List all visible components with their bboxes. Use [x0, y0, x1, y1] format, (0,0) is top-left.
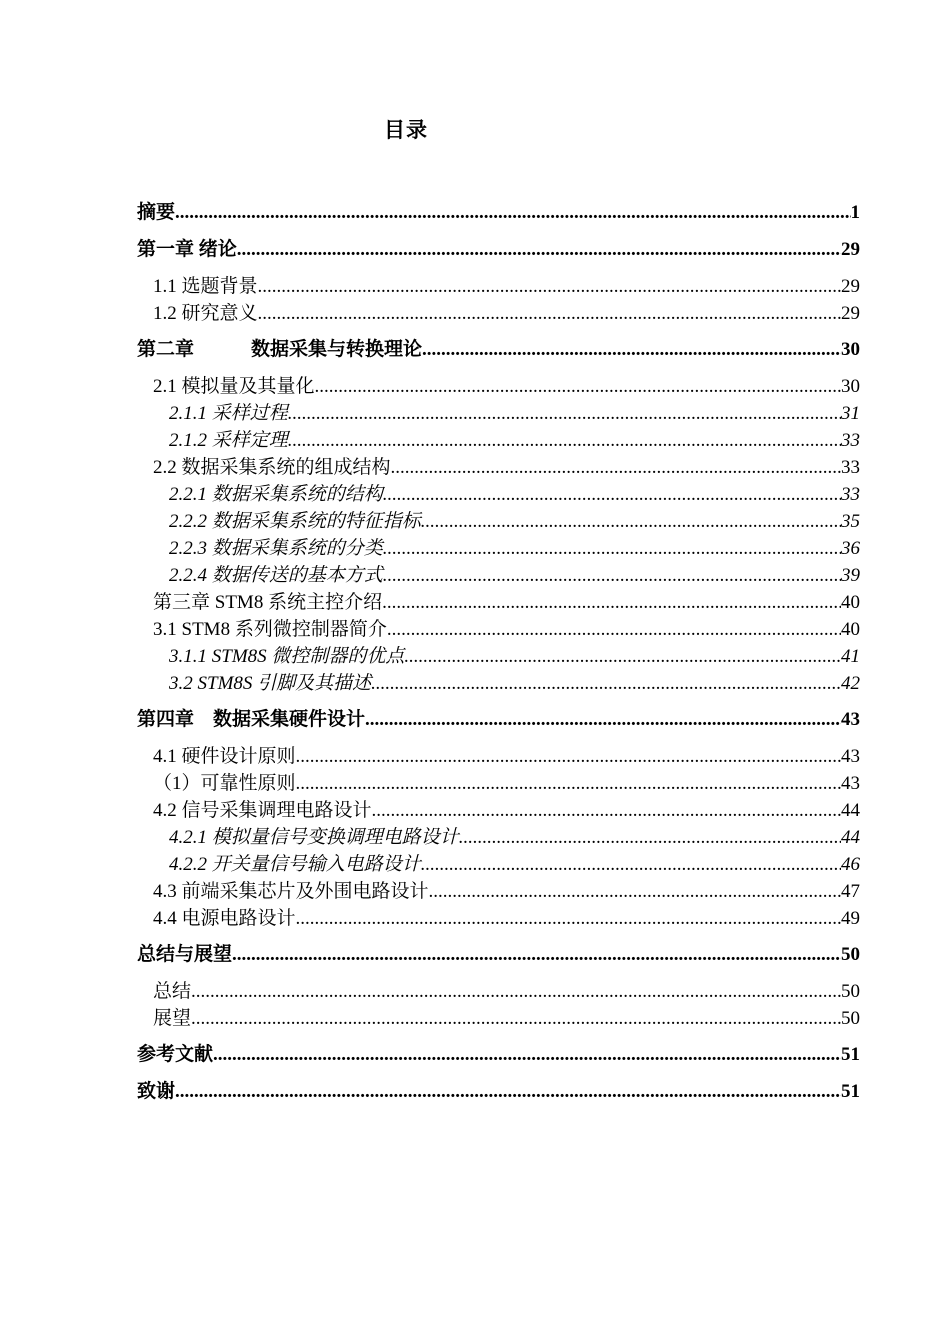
toc-entry[interactable] [137, 236, 860, 264]
toc-dot-leader [404, 643, 841, 670]
toc-entry[interactable] [137, 508, 860, 535]
toc-entry-page-number: 1 [850, 202, 860, 223]
toc-entry[interactable] [137, 797, 860, 824]
toc-entry-title: 4.4 电源电路设计 [153, 908, 296, 929]
toc-entry[interactable] [137, 1078, 860, 1106]
toc-entry[interactable] [137, 824, 860, 851]
toc-entry-page-number: 50 [841, 944, 860, 965]
toc-dot-leader [175, 199, 850, 227]
toc-entry[interactable] [137, 941, 860, 969]
toc-entry-page-number: 44 [841, 827, 860, 848]
toc-entry-title: 展望 [153, 1008, 192, 1029]
toc-entry-title: 2.2 数据采集系统的组成结构 [153, 457, 391, 478]
toc-entry-title: 2.2.4 数据传送的基本方式 [169, 565, 383, 586]
toc-entry[interactable] [137, 851, 860, 878]
toc-entry[interactable] [137, 1041, 860, 1069]
toc-entry-page-number: 42 [841, 673, 860, 694]
toc-entry[interactable] [137, 336, 860, 364]
toc-entry-page-number: 39 [841, 565, 860, 586]
toc-entry[interactable] [137, 743, 860, 770]
toc-dot-leader [382, 589, 841, 616]
toc-entry-page-number: 43 [841, 773, 860, 794]
toc-entry[interactable] [137, 562, 860, 589]
toc-entry-page-number: 36 [841, 538, 860, 559]
toc-dot-leader [421, 508, 841, 535]
toc-dot-leader [258, 273, 841, 300]
toc-dot-leader [232, 941, 841, 969]
page-title: 目录 [384, 118, 428, 142]
toc-entry-page-number: 29 [841, 303, 860, 324]
toc-dot-leader [288, 427, 841, 454]
toc-dot-leader [296, 905, 841, 932]
toc-entry-page-number: 30 [841, 376, 860, 397]
toc-entry[interactable] [137, 300, 860, 327]
toc-entry-page-number: 41 [841, 646, 860, 667]
toc-entry[interactable] [137, 427, 860, 454]
toc-entry-title: 总结与展望 [137, 944, 233, 965]
toc-entry[interactable] [137, 481, 860, 508]
toc-dot-leader [371, 670, 841, 697]
toc-entry[interactable] [137, 199, 860, 227]
toc-entry-page-number: 29 [841, 239, 860, 260]
toc-entry-title: 1.1 选题背景 [153, 276, 258, 297]
toc-dot-leader [296, 743, 841, 770]
toc-entry-title: 4.2.1 模拟量信号变换调理电路设计 [169, 827, 459, 848]
toc-entry[interactable] [137, 670, 860, 697]
toc-entry-title: 1.2 研究意义 [153, 303, 258, 324]
toc-entry-page-number: 44 [841, 800, 860, 821]
toc-entry-page-number: 33 [841, 430, 860, 451]
toc-entry-page-number: 46 [841, 854, 860, 875]
toc-entry-title: 2.1.2 采样定理 [169, 430, 288, 451]
toc-dot-leader [213, 1041, 841, 1069]
toc-entry-title: 2.2.3 数据采集系统的分类 [169, 538, 383, 559]
toc-entry-page-number: 33 [841, 484, 860, 505]
toc-entry-page-number: 40 [841, 619, 860, 640]
toc-entry-title: 2.1 模拟量及其量化 [153, 376, 315, 397]
toc-entry[interactable] [137, 273, 860, 300]
toc-dot-leader [421, 851, 841, 878]
toc-entry-title: 3.1.1 STM8S 微控制器的优点 [169, 646, 405, 667]
toc-entry[interactable] [137, 454, 860, 481]
toc-entry-page-number: 51 [841, 1044, 860, 1065]
toc-dot-leader [258, 300, 841, 327]
toc-entry-title: 第四章 数据采集硬件设计 [137, 709, 366, 730]
toc-entry-page-number: 33 [841, 457, 860, 478]
toc-entry-title: 第三章 STM8 系统主控介绍 [153, 592, 383, 613]
toc-entry-title: （1）可靠性原则 [153, 773, 296, 794]
toc-entry-page-number: 31 [841, 403, 860, 424]
toc-dot-leader [383, 481, 841, 508]
toc-entry-title: 4.1 硬件设计原则 [153, 746, 296, 767]
toc-entry[interactable] [137, 878, 860, 905]
toc-dot-leader [383, 535, 841, 562]
toc-entry-title: 参考文献 [137, 1044, 214, 1065]
toc-entry-page-number: 43 [841, 746, 860, 767]
toc-dot-leader [422, 336, 841, 364]
toc-entry-page-number: 50 [841, 1008, 860, 1029]
toc-entry-title: 4.3 前端采集芯片及外围电路设计 [153, 881, 429, 902]
toc-entry-page-number: 49 [841, 908, 860, 929]
toc-entry-title: 第二章 数据采集与转换理论 [137, 339, 423, 360]
toc-dot-leader [459, 824, 841, 851]
toc-entry[interactable] [137, 706, 860, 734]
toc-entry-title: 2.1.1 采样过程 [169, 403, 288, 424]
toc-entry[interactable] [137, 978, 860, 1005]
toc-dot-leader [191, 978, 841, 1005]
toc-entry-page-number: 29 [841, 276, 860, 297]
toc-entry-page-number: 30 [841, 339, 860, 360]
toc-entry-title: 4.2 信号采集调理电路设计 [153, 800, 372, 821]
toc-dot-leader [429, 878, 841, 905]
toc-entry-title: 4.2.2 开关量信号输入电路设计 [169, 854, 421, 875]
toc-entry[interactable] [137, 400, 860, 427]
toc-dot-leader [365, 706, 841, 734]
toc-entry-page-number: 50 [841, 981, 860, 1002]
toc-entry-title: 第一章 绪论 [137, 239, 237, 260]
toc-entry-title: 2.2.1 数据采集系统的结构 [169, 484, 383, 505]
toc-entry-title: 摘要 [137, 202, 176, 223]
toc-entry-page-number: 47 [841, 881, 860, 902]
toc-entry-title: 总结 [153, 981, 192, 1002]
toc-entry[interactable] [137, 905, 860, 932]
toc-entry[interactable] [137, 1005, 860, 1032]
toc-dot-leader [175, 1078, 841, 1106]
toc-entry-page-number: 51 [841, 1081, 860, 1102]
table-of-contents [137, 199, 860, 1115]
toc-dot-leader [237, 236, 841, 264]
toc-entry[interactable] [137, 589, 860, 616]
toc-dot-leader [372, 797, 841, 824]
toc-entry-page-number: 35 [841, 511, 860, 532]
toc-entry[interactable] [137, 373, 860, 400]
toc-dot-leader [191, 1005, 841, 1032]
toc-entry-page-number: 40 [841, 592, 860, 613]
toc-entry-title: 2.2.2 数据采集系统的特征指标 [169, 511, 421, 532]
toc-dot-leader [391, 454, 841, 481]
toc-dot-leader [288, 400, 841, 427]
toc-entry-title: 致谢 [137, 1081, 176, 1102]
toc-entry-title: 3.2 STM8S 引脚及其描述 [169, 673, 372, 694]
toc-entry[interactable] [137, 535, 860, 562]
toc-dot-leader [387, 616, 841, 643]
toc-dot-leader [296, 770, 841, 797]
toc-dot-leader [383, 562, 841, 589]
toc-entry-title: 3.1 STM8 系列微控制器简介 [153, 619, 387, 640]
toc-dot-leader [315, 373, 841, 400]
toc-entry-page-number: 43 [841, 709, 860, 730]
toc-entry[interactable] [137, 616, 860, 643]
toc-entry[interactable] [137, 643, 860, 670]
toc-entry[interactable] [137, 770, 860, 797]
